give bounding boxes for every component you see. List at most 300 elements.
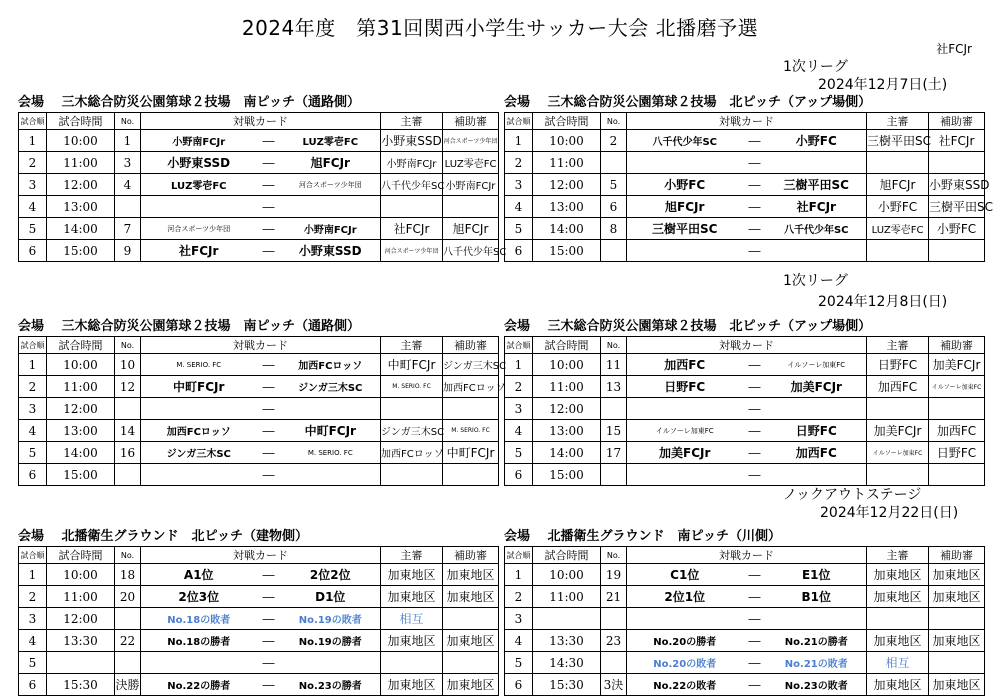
versus-dash: ―	[743, 564, 767, 586]
match-time: 10:00	[47, 354, 115, 376]
match-number: 7	[115, 218, 141, 240]
match-number	[115, 196, 141, 218]
venue-label: 会場 三木総合防災公園第球２技場 南ピッチ（通路側）	[18, 319, 361, 334]
versus-dash: ―	[257, 630, 281, 652]
versus-dash: ―	[257, 442, 281, 464]
header-time: 試合時間	[47, 547, 115, 564]
match-number: 11	[601, 354, 627, 376]
table-row	[505, 442, 985, 464]
header-number: No.	[115, 547, 141, 564]
home-team	[141, 652, 257, 674]
header-number: No.	[601, 337, 627, 354]
referee	[867, 152, 929, 174]
match-time: 15:30	[533, 674, 601, 696]
header-time: 試合時間	[533, 547, 601, 564]
versus-dash: ―	[743, 442, 767, 464]
assistant-referee: 加東地区	[929, 586, 985, 608]
versus-dash: ―	[743, 630, 767, 652]
assistant-referee	[443, 464, 499, 486]
match-time	[533, 608, 601, 630]
assistant-referee	[929, 240, 985, 262]
assistant-referee	[443, 652, 499, 674]
match-number: 12	[115, 376, 141, 398]
table-row	[19, 398, 499, 420]
home-team: No.18の敗者	[141, 608, 257, 630]
away-team: 加美FCJr	[767, 376, 867, 398]
away-team: ジンガ三木SC	[281, 376, 381, 398]
match-number: 5	[601, 174, 627, 196]
schedule-table	[18, 336, 507, 486]
header-order: 試合順	[19, 547, 47, 564]
away-team	[281, 196, 381, 218]
match-order: 4	[19, 196, 47, 218]
assistant-referee: 加美FCJr	[929, 354, 985, 376]
table-row	[505, 652, 985, 674]
referee	[867, 240, 929, 262]
referee: イルソーレ加東FC	[867, 442, 929, 464]
assistant-referee: 小野南FCJr	[443, 174, 499, 196]
match-number	[115, 652, 141, 674]
home-team: 社FCJr	[141, 240, 257, 262]
match-time: 14:00	[47, 218, 115, 240]
away-team: 三樹平田SC	[767, 174, 867, 196]
header-assistant: 補助審	[929, 337, 985, 354]
home-team	[627, 152, 743, 174]
match-number: 14	[115, 420, 141, 442]
assistant-referee: イルソーレ加東FC	[929, 376, 985, 398]
match-time: 13:00	[533, 196, 601, 218]
away-team	[767, 240, 867, 262]
table-header	[505, 547, 985, 564]
match-order: 6	[505, 674, 533, 696]
header-matchup: 対戦カード	[627, 113, 867, 130]
versus-dash: ―	[743, 398, 767, 420]
match-number: 22	[115, 630, 141, 652]
assistant-referee: 中町FCJr	[443, 442, 499, 464]
match-number: 23	[601, 630, 627, 652]
home-team: 2位3位	[141, 586, 257, 608]
schedule-table	[18, 546, 499, 696]
match-order: 4	[19, 630, 47, 652]
referee: 相互	[867, 652, 929, 674]
table-row	[19, 674, 499, 696]
assistant-referee: 河合スポーツ少年団	[443, 130, 499, 152]
referee: 小野FC	[867, 196, 929, 218]
away-team	[767, 398, 867, 420]
versus-dash: ―	[257, 174, 281, 196]
assistant-referee	[443, 398, 499, 420]
home-team: 小野東SSD	[141, 152, 257, 174]
assistant-referee	[443, 196, 499, 218]
home-team: C1位	[627, 564, 743, 586]
referee: 加東地区	[867, 586, 929, 608]
table-row	[505, 398, 985, 420]
match-order: 1	[19, 564, 47, 586]
home-team: No.18の勝者	[141, 630, 257, 652]
home-team: LUZ零壱FC	[141, 174, 257, 196]
home-team	[627, 464, 743, 486]
match-time: 10:00	[47, 564, 115, 586]
assistant-referee: 加東地区	[443, 586, 499, 608]
table-row	[19, 586, 499, 608]
assistant-referee: 三樹平田SC	[929, 196, 985, 218]
match-number: 3	[115, 152, 141, 174]
versus-dash: ―	[257, 586, 281, 608]
match-order: 5	[19, 442, 47, 464]
table-row	[505, 376, 985, 398]
header-order: 試合順	[505, 337, 533, 354]
home-team: 八千代少年SC	[627, 130, 743, 152]
match-order: 1	[505, 564, 533, 586]
versus-dash: ―	[257, 152, 281, 174]
match-time: 14:30	[533, 652, 601, 674]
match-time: 15:30	[47, 674, 115, 696]
header-time: 試合時間	[47, 113, 115, 130]
referee: 加東地区	[867, 564, 929, 586]
match-number: 19	[601, 564, 627, 586]
header-referee: 主審	[381, 337, 443, 354]
assistant-referee: 加東地区	[929, 630, 985, 652]
schedule-table	[504, 546, 985, 696]
match-order: 2	[19, 152, 47, 174]
table-row	[19, 420, 499, 442]
referee: 加東地区	[381, 630, 443, 652]
match-order: 5	[19, 652, 47, 674]
match-number	[601, 608, 627, 630]
match-time: 13:30	[533, 630, 601, 652]
assistant-referee	[929, 464, 985, 486]
referee: 日野FC	[867, 354, 929, 376]
match-time: 15:00	[533, 464, 601, 486]
table-row	[505, 586, 985, 608]
referee: 加東地区	[867, 630, 929, 652]
match-time: 11:00	[47, 586, 115, 608]
header-assistant: 補助審	[443, 337, 499, 354]
versus-dash: ―	[257, 376, 281, 398]
match-number	[115, 398, 141, 420]
match-order: 5	[19, 218, 47, 240]
versus-dash: ―	[257, 420, 281, 442]
table-header	[19, 337, 499, 354]
versus-dash: ―	[257, 564, 281, 586]
header-matchup: 対戦カード	[141, 547, 381, 564]
match-order: 3	[505, 398, 533, 420]
stage-label: 1次リーグ	[783, 59, 848, 75]
match-date: 2024年12月7日(土)	[818, 77, 948, 93]
home-team: イルソーレ加東FC	[627, 420, 743, 442]
away-team	[767, 464, 867, 486]
match-order: 6	[19, 464, 47, 486]
match-order: 4	[505, 196, 533, 218]
header-order: 試合順	[19, 113, 47, 130]
match-order: 6	[505, 240, 533, 262]
home-team: 小野FC	[627, 174, 743, 196]
away-team: 小野東SSD	[281, 240, 381, 262]
table-row	[505, 196, 985, 218]
header-assistant: 補助審	[443, 113, 499, 130]
assistant-referee: 加西FC	[929, 420, 985, 442]
table-row	[19, 376, 499, 398]
away-team: 社FCJr	[767, 196, 867, 218]
header-referee: 主審	[867, 113, 929, 130]
match-number: 21	[601, 586, 627, 608]
away-team: No.21の勝者	[767, 630, 867, 652]
home-team: No.20の勝者	[627, 630, 743, 652]
stage-label: 1次リーグ	[783, 273, 848, 289]
match-time: 12:00	[533, 174, 601, 196]
assistant-referee: LUZ零壱FC	[443, 152, 499, 174]
assistant-referee: 加東地区	[443, 564, 499, 586]
match-time: 14:00	[533, 218, 601, 240]
versus-dash: ―	[743, 130, 767, 152]
table-row	[19, 652, 499, 674]
versus-dash: ―	[743, 464, 767, 486]
header-number: No.	[601, 547, 627, 564]
table-row	[505, 354, 985, 376]
schedule-table	[504, 112, 994, 262]
referee	[381, 652, 443, 674]
match-time: 15:00	[47, 464, 115, 486]
referee	[867, 608, 929, 630]
away-team	[281, 652, 381, 674]
match-date: 2024年12月8日(日)	[818, 294, 948, 310]
match-order: 1	[19, 130, 47, 152]
referee: 小野南FCJr	[381, 152, 443, 174]
versus-dash: ―	[743, 354, 767, 376]
away-team: No.19の敗者	[281, 608, 381, 630]
match-number: 1	[115, 130, 141, 152]
versus-dash: ―	[257, 240, 281, 262]
table-row	[19, 354, 499, 376]
match-time: 12:00	[47, 174, 115, 196]
match-number	[601, 240, 627, 262]
versus-dash: ―	[743, 174, 767, 196]
match-order: 5	[505, 652, 533, 674]
table-row	[505, 630, 985, 652]
away-team: No.21の敗者	[767, 652, 867, 674]
assistant-referee: 加東地区	[443, 674, 499, 696]
referee: 加東地区	[867, 674, 929, 696]
stage-label: ノックアウトステージ	[783, 487, 922, 503]
header-matchup: 対戦カード	[141, 113, 381, 130]
match-time: 13:00	[47, 420, 115, 442]
match-order: 3	[19, 398, 47, 420]
away-team: No.23の勝者	[281, 674, 381, 696]
header-time: 試合時間	[533, 337, 601, 354]
home-team	[627, 608, 743, 630]
match-time: 11:00	[533, 586, 601, 608]
header-assistant: 補助審	[929, 113, 985, 130]
versus-dash: ―	[743, 586, 767, 608]
match-number	[601, 152, 627, 174]
away-team	[281, 398, 381, 420]
match-time	[47, 652, 115, 674]
home-team: 加西FCロッソ	[141, 420, 257, 442]
table-row	[505, 564, 985, 586]
table-row	[19, 564, 499, 586]
table-row	[505, 152, 985, 174]
match-number: 17	[601, 442, 627, 464]
match-order: 3	[505, 174, 533, 196]
referee: 加東地区	[381, 564, 443, 586]
home-team	[627, 398, 743, 420]
match-number	[601, 464, 627, 486]
referee	[867, 464, 929, 486]
home-team	[141, 196, 257, 218]
table-row	[19, 442, 499, 464]
assistant-referee: 日野FC	[929, 442, 985, 464]
table-header	[19, 113, 499, 130]
match-order: 1	[505, 130, 533, 152]
table-row	[19, 240, 499, 262]
away-team: B1位	[767, 586, 867, 608]
away-team: 八千代少年SC	[767, 218, 867, 240]
match-order: 3	[19, 174, 47, 196]
match-time: 14:00	[533, 442, 601, 464]
table-row	[505, 674, 985, 696]
home-team: 2位1位	[627, 586, 743, 608]
referee: ジンガ三木SC	[381, 420, 443, 442]
table-row	[505, 420, 985, 442]
match-time: 13:00	[47, 196, 115, 218]
table-header	[505, 337, 985, 354]
assistant-referee: 小野FC	[929, 218, 985, 240]
match-number: 13	[601, 376, 627, 398]
header-assistant: 補助審	[443, 547, 499, 564]
referee: 小野東SSD	[381, 130, 443, 152]
home-team: No.20の敗者	[627, 652, 743, 674]
table-row	[505, 174, 985, 196]
home-team: No.22の敗者	[627, 674, 743, 696]
header-time: 試合時間	[533, 113, 601, 130]
match-number	[115, 464, 141, 486]
away-team: 加西FCロッソ	[281, 354, 381, 376]
table-row	[19, 608, 499, 630]
match-number: 決勝	[115, 674, 141, 696]
header-matchup: 対戦カード	[627, 337, 867, 354]
assistant-referee	[929, 152, 985, 174]
header-referee: 主審	[381, 113, 443, 130]
match-time: 14:00	[47, 442, 115, 464]
referee: 河合スポーツ少年団	[381, 240, 443, 262]
header-assistant: 補助審	[929, 547, 985, 564]
home-team: 小野南FCJr	[141, 130, 257, 152]
table-row	[19, 196, 499, 218]
table-row	[19, 630, 499, 652]
assistant-referee: 旭FCJr	[443, 218, 499, 240]
versus-dash: ―	[743, 196, 767, 218]
match-time: 10:00	[533, 564, 601, 586]
venue-label: 会場 三木総合防災公園第球２技場 北ピッチ（アップ場側）	[504, 319, 872, 334]
table-row	[505, 464, 985, 486]
referee: 旭FCJr	[867, 174, 929, 196]
venue-label: 会場 北播衛生グラウンド 北ピッチ（建物側）	[18, 529, 309, 544]
header-time: 試合時間	[47, 337, 115, 354]
match-order: 2	[19, 376, 47, 398]
match-time: 13:00	[533, 420, 601, 442]
referee: 三樹平田SC	[867, 130, 929, 152]
header-referee: 主審	[867, 337, 929, 354]
venue-label: 会場 北播衛生グラウンド 南ピッチ（川側）	[504, 529, 782, 544]
referee: 加東地区	[381, 674, 443, 696]
match-number: 15	[601, 420, 627, 442]
assistant-referee	[929, 652, 985, 674]
match-number: 20	[115, 586, 141, 608]
table-row	[505, 218, 985, 240]
versus-dash: ―	[257, 130, 281, 152]
assistant-referee: 八千代少年SC	[443, 240, 499, 262]
match-time: 12:00	[47, 608, 115, 630]
versus-dash: ―	[743, 240, 767, 262]
home-team: 河合スポーツ少年団	[141, 218, 257, 240]
versus-dash: ―	[257, 464, 281, 486]
match-time: 11:00	[47, 152, 115, 174]
match-time: 15:00	[533, 240, 601, 262]
match-number	[601, 652, 627, 674]
match-order: 3	[505, 608, 533, 630]
away-team: D1位	[281, 586, 381, 608]
away-team	[281, 464, 381, 486]
versus-dash: ―	[743, 608, 767, 630]
away-team: 小野南FCJr	[281, 218, 381, 240]
schedule-table	[504, 336, 985, 486]
away-team: イルソーレ加東FC	[767, 354, 867, 376]
home-team: 日野FC	[627, 376, 743, 398]
match-number: 4	[115, 174, 141, 196]
match-time: 10:00	[47, 130, 115, 152]
referee	[381, 196, 443, 218]
table-row	[19, 174, 499, 196]
header-number: No.	[601, 113, 627, 130]
match-time: 10:00	[533, 354, 601, 376]
assistant-referee: 加東地区	[443, 630, 499, 652]
schedule-table	[18, 112, 507, 262]
away-team: M. SERIO. FC	[281, 442, 381, 464]
away-team: LUZ零壱FC	[281, 130, 381, 152]
match-time: 12:00	[47, 398, 115, 420]
assistant-referee: 加東地区	[929, 564, 985, 586]
assistant-referee	[929, 398, 985, 420]
versus-dash: ―	[743, 652, 767, 674]
match-order: 6	[505, 464, 533, 486]
referee	[867, 398, 929, 420]
referee: LUZ零壱FC	[867, 218, 929, 240]
match-number: 10	[115, 354, 141, 376]
assistant-referee	[929, 608, 985, 630]
table-row	[19, 218, 499, 240]
header-order: 試合順	[19, 337, 47, 354]
match-number: 9	[115, 240, 141, 262]
match-number	[115, 608, 141, 630]
versus-dash: ―	[743, 420, 767, 442]
home-team: M. SERIO. FC	[141, 354, 257, 376]
versus-dash: ―	[257, 196, 281, 218]
match-time: 11:00	[533, 152, 601, 174]
away-team: No.23の敗者	[767, 674, 867, 696]
match-number: 16	[115, 442, 141, 464]
match-order: 3	[19, 608, 47, 630]
match-time: 10:00	[533, 130, 601, 152]
header-referee: 主審	[381, 547, 443, 564]
match-order: 1	[505, 354, 533, 376]
away-team: 日野FC	[767, 420, 867, 442]
home-team: ジンガ三木SC	[141, 442, 257, 464]
match-number: 8	[601, 218, 627, 240]
table-row	[19, 130, 499, 152]
referee: M. SERIO. FC	[381, 376, 443, 398]
match-order: 5	[505, 442, 533, 464]
referee	[381, 464, 443, 486]
